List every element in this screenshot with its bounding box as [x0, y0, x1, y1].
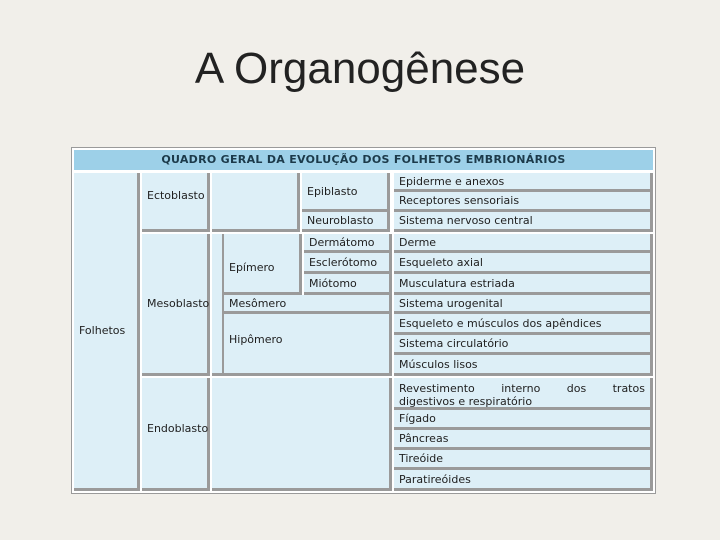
tissue-row [394, 335, 653, 355]
hipomero-label: Hipômero [229, 333, 283, 346]
epiblasto-label: Epiblasto [307, 184, 358, 198]
esclerotomo-label: Esclerótomo [309, 255, 378, 269]
tissue-label: Revestimento [399, 382, 475, 395]
mesomero-label: Mesômero [229, 296, 287, 310]
epiblasto-cell [302, 173, 390, 212]
col3-ecto-empty [212, 173, 300, 232]
tissue-label: Esqueleto axial [399, 255, 483, 269]
tissue-label: Receptores sensoriais [399, 194, 520, 207]
tissue-row [394, 173, 653, 192]
tissue-label: Paratireóides [399, 472, 471, 486]
tissue-row [394, 253, 653, 274]
tissue-label: digestivos e respiratório [399, 395, 533, 408]
tissue-row [394, 378, 653, 410]
mesoblasto-label: Mesoblasto [147, 297, 210, 310]
ectoblasto-label: Ectoblasto [147, 188, 205, 202]
tissue-row [394, 470, 653, 491]
tissue-row [394, 355, 653, 376]
embryonic-layers-table [71, 147, 656, 494]
col3-endo-empty [212, 378, 392, 491]
tissue-label: Sistema nervoso central [399, 214, 533, 227]
tissue-label: Fígado [399, 412, 436, 425]
tissue-row [394, 274, 653, 295]
tissue-row [394, 212, 653, 232]
table-header: QUADRO GERAL DA EVOLUÇÃO DOS FOLHETOS EMBRIONÁRIOS [74, 150, 653, 170]
tissue-label: Musculatura estriada [399, 276, 515, 290]
tissue-label: Músculos lisos [399, 357, 478, 371]
tissue-row [394, 410, 653, 430]
tissue-label: Esqueleto e músculos dos apêndices [399, 316, 602, 330]
tissue-label: interno [501, 382, 541, 395]
folhetos-cell [74, 173, 140, 491]
neuroblasto-cell [302, 212, 390, 232]
miotomo-label: Miótomo [309, 276, 357, 290]
tissue-row [394, 314, 653, 335]
tissue-row [394, 192, 653, 212]
dermatomo-label: Dermátomo [309, 235, 375, 249]
tissue-row [394, 295, 653, 314]
revestimento-line-1 [399, 382, 645, 395]
tissue-row [394, 234, 653, 253]
tissue-label: Sistema urogenital [399, 296, 503, 310]
tissue-row [394, 430, 653, 450]
tissue-label: Pâncreas [399, 432, 449, 445]
mesoblasto-cell [142, 234, 210, 376]
tissue-label: tratos [612, 382, 645, 395]
tissue-label: Epiderme e anexos [399, 174, 505, 188]
tissue-label: dos [566, 382, 587, 395]
folhetos-label: Folhetos [79, 324, 126, 337]
neuroblasto-label: Neuroblasto [307, 214, 374, 227]
slide-title: A Organogênese [194, 44, 526, 93]
tissue-label: Sistema circulatório [399, 337, 509, 350]
tissue-label: Derme [399, 235, 437, 249]
mesomero-cell [224, 295, 392, 314]
esclerotomo-cell [304, 253, 392, 274]
dermatomo-cell [304, 234, 392, 253]
tissue-row [394, 450, 653, 470]
hipomero-cell [224, 314, 392, 376]
miotomo-cell [304, 274, 392, 295]
epimero-cell [224, 234, 302, 295]
ectoblasto-cell [142, 173, 210, 232]
tissue-label: Tireóide [399, 452, 444, 465]
epimero-label: Epímero [229, 260, 275, 274]
endoblasto-cell [142, 378, 210, 491]
endoblasto-label: Endoblasto [147, 421, 209, 435]
